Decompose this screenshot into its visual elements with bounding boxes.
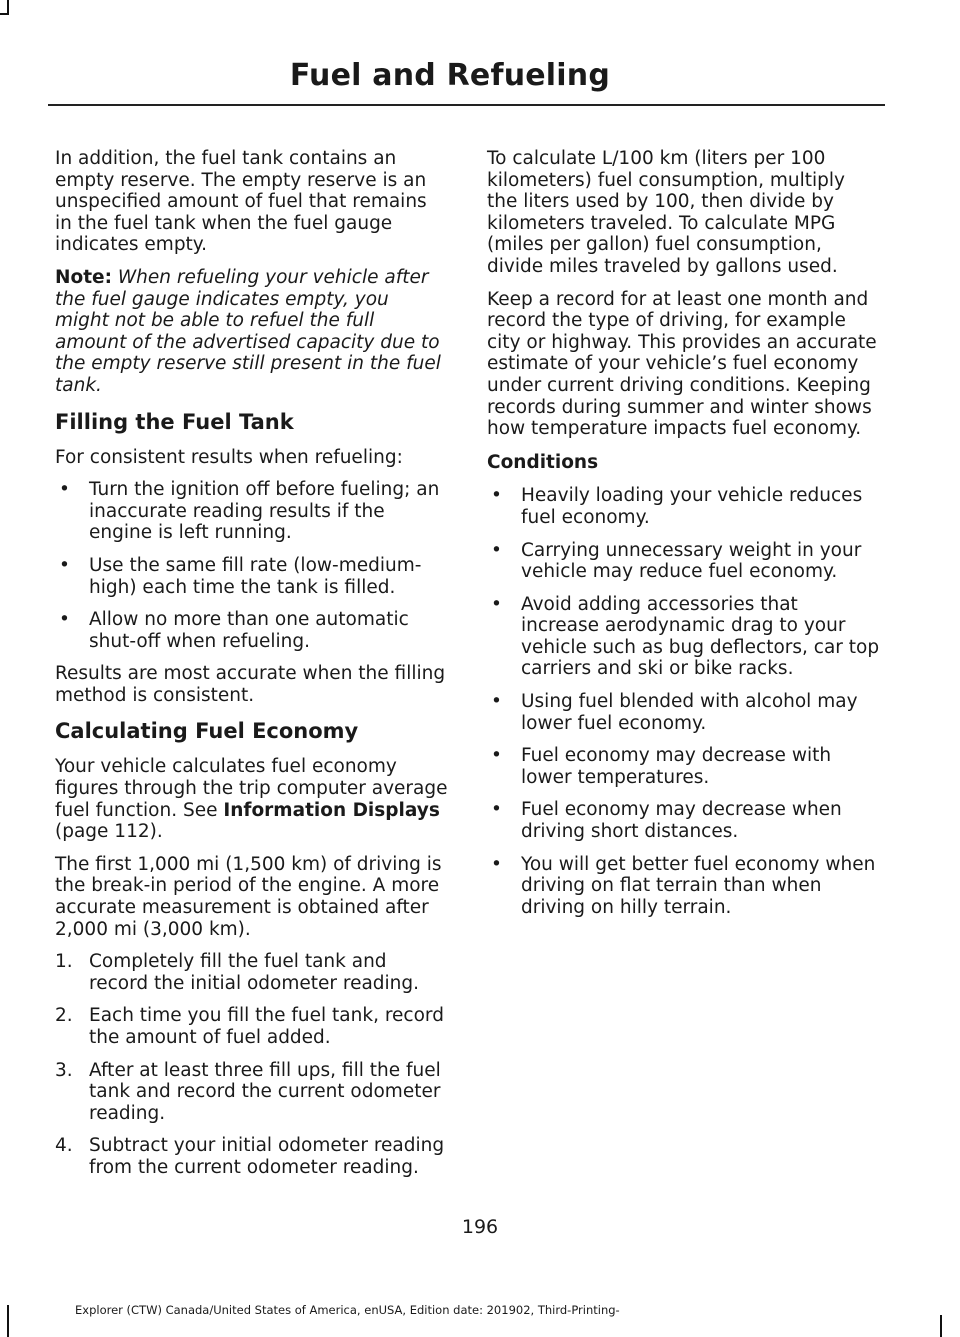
list-item — [487, 854, 880, 919]
list-item — [487, 799, 880, 842]
step-number: 1. — [55, 951, 73, 973]
step-text: After at least three fill ups, fill the fuel tank and record the current odometer reading. — [89, 1059, 441, 1124]
page-title: Fuel and Refueling — [289, 58, 610, 93]
list-item — [55, 479, 448, 544]
bullet-marker: • — [491, 593, 502, 615]
bullet-marker: • — [491, 691, 502, 713]
results-paragraph: Results are most accurate when the filling method is consistent. — [55, 663, 446, 706]
record-paragraph: Keep a record for at least one month and record the type of driving, for example city or highway. This provides an accurate estimate of your vehicle’s fuel economy under current driving conditions. Keeping records during summer and winter shows how temperature impacts fuel economy. — [487, 288, 877, 440]
page-reference: (page 112). — [55, 821, 163, 843]
intro-paragraph: In addition, the fuel tank contains an empty reserve. The empty reserve is an unspecified amount of fuel that remains in the fuel tank when the fuel gauge indicates empty. — [55, 148, 427, 256]
list-item-text: Turn the ignition off before fueling; an inaccurate reading results if the engine is left running. — [89, 479, 440, 544]
list-item-text: Allow no more than one automatic shut-off when refueling. — [89, 609, 409, 652]
crop-mark — [0, 13, 9, 15]
list-item — [487, 745, 880, 788]
step-text: Subtract your initial odometer reading from the current odometer reading. — [89, 1135, 445, 1178]
list-item-text: Avoid adding accessories that increase aerodynamic drag to your vehicle such as bug deflectors, car top carriers and ski or bike racks. — [521, 593, 880, 680]
left-column — [55, 148, 448, 1190]
list-item — [487, 691, 880, 734]
crop-mark — [7, 1305, 9, 1337]
list-item-text: Use the same fill rate (low-medium-high) each time the tank is filled. — [89, 554, 422, 598]
step-text: Completely fill the fuel tank and record the initial odometer reading. — [89, 951, 420, 994]
step-number: 4. — [55, 1135, 73, 1157]
list-item — [487, 540, 880, 583]
numbered-step — [55, 1005, 448, 1048]
list-item — [487, 485, 880, 528]
page-number: 196 — [461, 1216, 499, 1238]
bullet-marker: • — [491, 799, 502, 821]
numbered-step — [55, 1135, 448, 1178]
list-item — [55, 555, 448, 598]
filling-heading: Filling the Fuel Tank — [55, 409, 294, 434]
bullet-marker: • — [491, 485, 502, 507]
calculating-heading: Calculating Fuel Economy — [55, 719, 359, 744]
crop-mark — [940, 1315, 942, 1337]
calc-paragraph — [55, 756, 448, 842]
information-displays-link[interactable]: Information Displays — [223, 799, 440, 821]
bullet-marker: • — [491, 539, 502, 561]
right-column — [487, 148, 880, 929]
list-item-text: Heavily loading your vehicle reduces fuel economy. — [521, 485, 863, 528]
formula-paragraph: To calculate L/100 km (liters per 100 kilometers) fuel consumption, multiply the liters used by 100, then divide by kilometers traveled. To calculate MPG (miles per gallon) fuel consumption, divide miles traveled by gallons used. — [487, 148, 845, 277]
header-divider — [48, 104, 885, 106]
break-in-paragraph: The first 1,000 mi (1,500 km) of driving is the break-in period of the engine. A more accurate measurement is obtained after 2,000 mi (3,000 km). — [55, 853, 442, 940]
list-item-text: Carrying unnecessary weight in your vehicle may reduce fuel economy. — [521, 539, 862, 583]
note-paragraph — [55, 267, 448, 397]
list-item — [55, 609, 448, 652]
bullet-marker: • — [59, 609, 70, 631]
step-number: 3. — [55, 1059, 73, 1081]
note-label: Note: — [55, 266, 112, 288]
crop-mark — [7, 0, 9, 14]
calc-text: Your vehicle calculates fuel economy figures through the trip computer average fuel function. See — [55, 756, 448, 821]
bullet-marker: • — [59, 554, 70, 576]
step-number: 2. — [55, 1005, 73, 1027]
conditions-heading: Conditions — [487, 451, 599, 473]
bullet-marker: • — [59, 479, 70, 501]
note-text: When refueling your vehicle after the fuel gauge indicates empty, you might not be able to refuel the full amount of the advertised capacity due to the empty reserve still present in the fuel tank. — [55, 266, 441, 396]
numbered-step — [55, 1060, 448, 1125]
list-item-text: Using fuel blended with alcohol may lower fuel economy. — [521, 691, 858, 734]
list-item-text: You will get better fuel economy when driving on flat terrain than when driving on hilly terrain. — [521, 853, 876, 918]
list-item — [487, 594, 880, 680]
list-item-text: Fuel economy may decrease with lower temperatures. — [521, 745, 832, 788]
step-text: Each time you fill the fuel tank, record the amount of fuel added. — [89, 1005, 444, 1048]
list-item-text: Fuel economy may decrease when driving short distances. — [521, 799, 842, 843]
bullet-marker: • — [491, 745, 502, 767]
edition-footer: Explorer (CTW) Canada/United States of America, enUSA, Edition date: 201902, Third-Printing- — [75, 1303, 620, 1317]
bullet-marker: • — [491, 853, 502, 875]
numbered-step — [55, 951, 448, 994]
filling-intro: For consistent results when refueling: — [55, 446, 403, 468]
